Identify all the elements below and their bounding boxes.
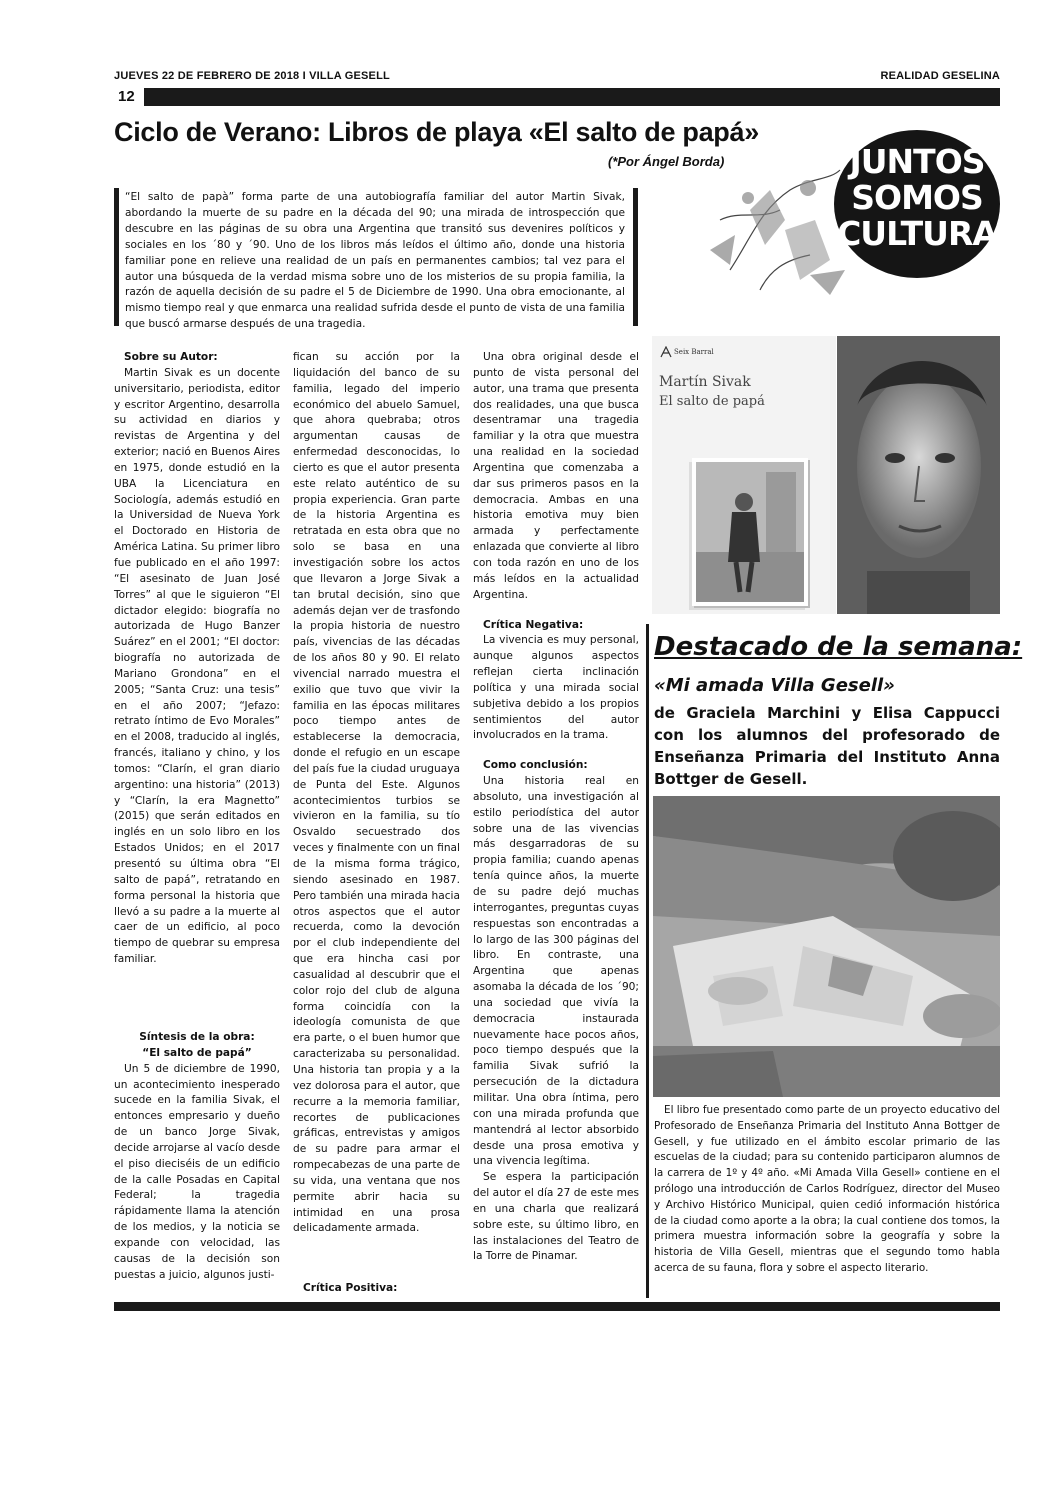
badge-line-1: JUNTOS (849, 142, 985, 181)
column-3-text-4: Se espera la participación del autor el día 27 de este mes en una charla que realizará sobre este, su último libro, en las instalaciones del Teatro de la Torre de Pinamar. (473, 1171, 639, 1263)
destacado-photo (653, 796, 1000, 1097)
header-rule (114, 88, 1000, 106)
intro-right-bar (633, 188, 638, 326)
column-3 (473, 350, 639, 1265)
juntos-somos-cultura-badge (834, 130, 1000, 278)
destacado-caption (654, 1103, 1000, 1277)
column-2 (293, 350, 460, 1237)
book-cover-photo (692, 458, 808, 606)
column-1-sintesis (114, 1030, 280, 1284)
critica-negativa-heading: Crítica Negativa: (483, 618, 584, 631)
header-publication: REALIDAD GESELINA (880, 70, 1000, 82)
sintesis-heading-line-2: “El salto de papá” (142, 1046, 252, 1059)
destacado-caption-text: El libro fue presentado como parte de un proyecto educativo del Profesorado de Enseñanza Primaria del Instituto Anna Bottger de Gesell, y fue utilizado en el ámbito escolar primario de las escuelas de la ciudad; para su contenido participaron alumnos de la carrera de 1º y 4º año. «Mi Amada Villa Gesell» contiene en el prólogo una introducción de Carlos Rodríguez, director del Museo y Archivo Histórico Municipal, quien cedió información histórica de la ciudad como aporte a la obra; la cual contiene dos tomos, la primera muestra información sobre la geografía y sobre la historia de Villa Gesell, mientras que el segundo tomo habla acerca de su fauna, flora y sobre el aspecto literario. (654, 1104, 1000, 1274)
intro-left-bar (114, 188, 119, 326)
book-cover (652, 336, 836, 614)
header-date: JUEVES 22 DE FEBRERO DE 2018 I VILLA GESELL (114, 70, 390, 82)
article-title: Ciclo de Verano: Libros de playa «El salto de papá» (114, 117, 759, 147)
column-3-text-2: La vivencia es muy personal, aunque algunos aspectos reflejan cierta inclinación política y una mirada social subjetiva debido a los propios sentimientos del autor involucrados en la trama. (473, 634, 639, 742)
column-3-text-3: Una historia real en absoluto, una investigación al estilo periodística del autor sobre una de las vivencias más desgarradoras de su propia familia; cuando apenas tenía quince años, la muerte de su padre dejó muchas interrogantes, preguntas cuyas respuestas son encontradas a lo largo de las 300 páginas del libro. En contraste, una Argentina que apenas asomaba la década de los ´90; una sociedad que vivía la democracia instaurada nuevamente hace pocos años, poco tiempo después que la familia Sivak sufrió la persecución de la dictadura militar. Una obra íntima, pero con una mirada profunda que mantendrá al lector absorbido desde una prosa emotiva y una vivencia legítima. (473, 775, 639, 1168)
destacado-book-title: «Mi amada Villa Gesell» (654, 675, 895, 696)
page-number: 12 (118, 88, 135, 105)
sintesis-heading-line-1: Síntesis de la obra: (139, 1031, 255, 1043)
badge-line-2: SOMOS (851, 178, 983, 217)
footer-rule (114, 1302, 1000, 1311)
column-3-text-1: Una obra original desde el punto de vista personal del autor, una trama que presenta dos realidades, una que busca desentramar una tragedia familiar y la otra que muestra una realidad en la sociedad Argentina que comenzaba a dar sus primeros pasos en la democracia. Ambas en una historia emotiva muy bien armada y perfectamente enlazada que convierte al libro con toda razón en uno de los más leídos en la actualidad Argentina. (473, 351, 639, 601)
sintesis-text: Un 5 de diciembre de 1990, un acontecimiento inesperado sucede en la familia Sivak, el entonces empresario y dueño de un banco Jorge Sivak, decide arrojarse al vacío desde el piso dieciséis de un edificio de la calle Posadas en Capital Federal; la tragedia rápidamente llama la atención de los medios, y la noticia se expande con velocidad, las causas de la decisión son puestas a juicio, algunos justi- (114, 1062, 280, 1281)
publisher-logo-icon (660, 346, 672, 358)
critica-positiva-heading (293, 1281, 460, 1297)
conclusion-heading: Como conclusión: (483, 759, 588, 772)
column-1 (114, 350, 280, 968)
column-2-text: fican su acción por la liquidación del banco de su familia, legado del imperio económico del abuelo Samuel, que ahora quebraba; otros argumentan causas de enfermedad desconocidas, lo cierto es que el autor presenta este relato auténtico de su propia experiencia. Gran parte de la historia Argentina es retratada en esta obra que no solo se basa en una investigación sobre los actos que llevaron a Jorge Sivak a tan brutal decisión, sino que además dejan ver de trasfondo la propia historia de nuestro país, vivencias de las décadas de los años 80 y 90. El relato vivencial narrado muestra el exilio que tuvo que vivir la familia en las épocas militares poco tiempo antes de establecerse la democracia, donde el refugio en un escape del país fue la ciudad uruguaya de Punta del Este. Algunos acontecimientos turbios se vivieron en la familia, su tío Osvaldo secuestrado dos veces y finalmente con un final de la misma forma trágico, siendo asesinado en 1987. Pero también una mirada hacia otros aspectos que el autor recuerda, como la devoción por el club independiente del que era hincha casi por casualidad al descubrir que el color rojo del club de alguna forma coincidía con la ideología comunista de que era parte, o el buen humor que caracterizaba su personalidad. Una historia tan propia y a la vez dolorosa para el autor, que recurre a la memoria familiar, recortes de publicaciones gráficas, entrevistas y amigos de su padre para armar el rompecabezas de una parte de su vida, una ventana que nos permite abrir hacia su intimidad en una prosa delicadamente armada. (293, 351, 460, 1235)
destacado-authors: de Graciela Marchini y Elisa Cappucci con los alumnos del profesorado de Enseñanza Primaria del Instituto Anna Bottger de Gesell. (654, 704, 1000, 788)
sobre-autor-text: Martin Sivak es un docente universitario, periodista, editor y escritor Argentino, desarrolla su actividad en diarios y revistas de Argentina y del exterior; nació en Buenos Aires en 1975, donde estudió en la UBA la Licenciatura en Sociología, además estudió en la Universidad de Nueva York el Doctorado en Historia de América Latina. Su primer libro fue publicado en el año 1997: “El asesinato de Juan José Torres” al que le siguieron “El dictador elegido: biografía no autorizada de Hugo Banzer Suárez” en el 2001; “El doctor: biografía no autorizada de Mariano Grondona” en el 2005; “Santa Cruz: una tesis” en el año 2007; “Jefazo: retrato íntimo de Evo Morales” en el 2008, traducido al inglés, francés, italiano y chino, y los tomos: “Clarín, el gran diario argentino: una historia” (2013) y “Clarín, la era Magnetto” (2015) que serán editados en inglés en un solo libro en los Estados Unidos; en el 2017 presentó su última obra “El salto de papá”, retratando en forma personal la historia que llevó a su padre a la muerte al caer de un edificio, al poco tiempo de quebrar su empresa familiar. (114, 366, 280, 966)
article-byline: (*Por Ángel Borda) (608, 154, 725, 169)
destacado-left-bar (646, 624, 649, 1298)
article-intro: “El salto de papà” forma parte de una autobiografía familiar del autor Martin Sivak, abordando la muerte de su padre en la década del 90; una mirada de introspección que descubre en las páginas de su obra una Argentina que transitó sus devenires políticos y sociales en los ´80 y ´90. Uno de los libros más leídos el último año, donde una historia familiar pone en relieve una realidad de un país en permanentes cambios; tal vez para el autor una búsqueda de la verdad misma sobre uno de los misterios de su propia familia, la razón de aquella decisión de su padre el 5 de Diciembre de 1990. Una obra emocionante, al mismo tiempo real y que enmarca una realidad sufrida desde el punto de vista de una familia que buscó armarse después de una tragedia. (125, 191, 625, 331)
destacado-heading: Destacado de la semana: (654, 632, 1023, 662)
publisher-name: Seix Barral (674, 348, 714, 356)
book-cover-author: Martín Sivak (659, 374, 751, 390)
author-photo (837, 336, 1000, 614)
book-cover-title: El salto de papá (659, 394, 765, 409)
badge-line-3: CULTURA (837, 214, 997, 253)
sobre-autor-heading: Sobre su Autor: (124, 351, 218, 363)
critica-positiva-label: Crítica Positiva: (303, 1282, 398, 1294)
